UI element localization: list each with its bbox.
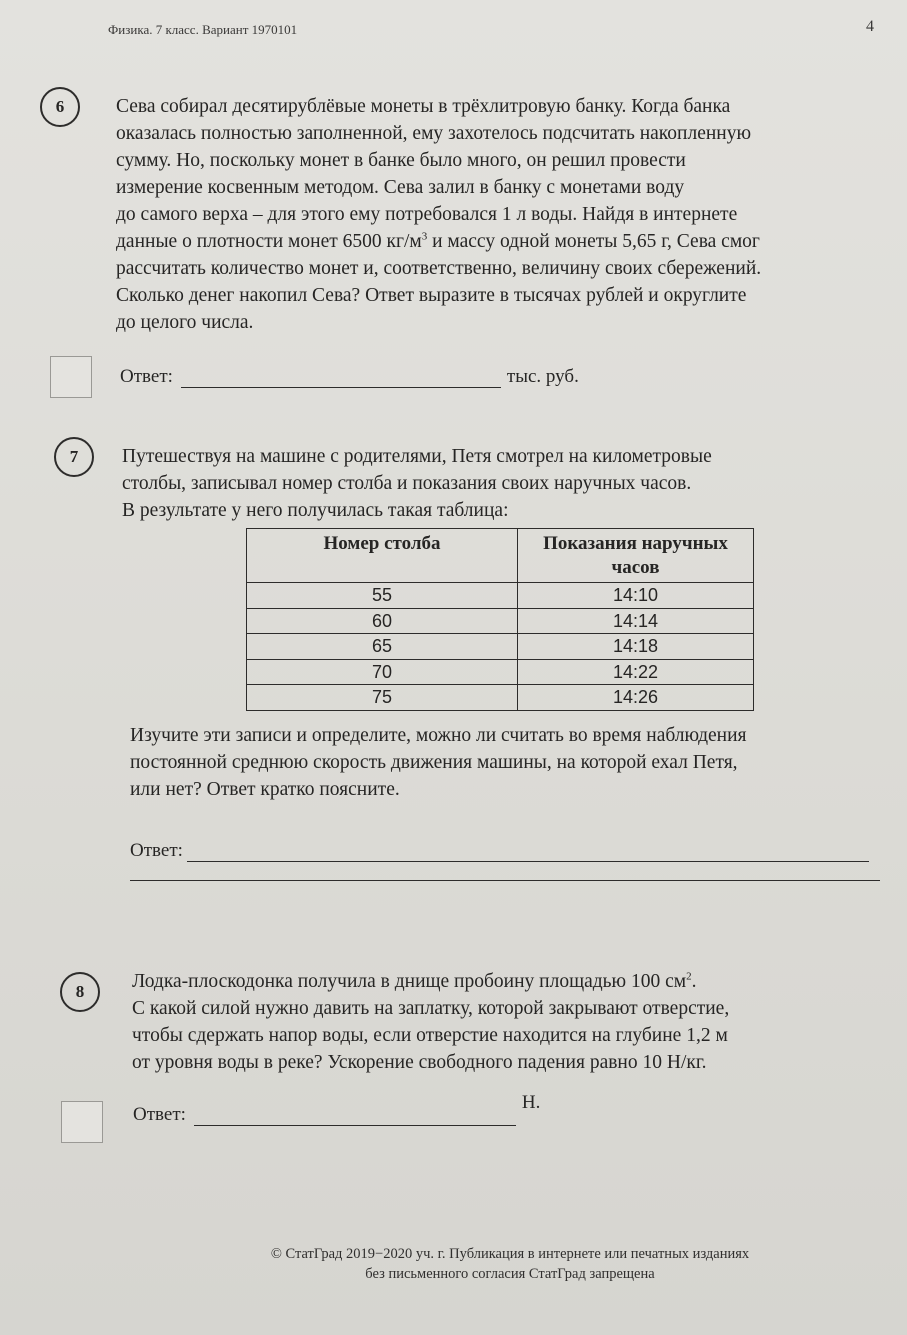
q6-sup: 3 xyxy=(421,230,428,243)
table-row xyxy=(247,608,754,634)
table-cell: 14:18 xyxy=(518,634,754,660)
table-row xyxy=(247,634,754,660)
question-8-number: 8 xyxy=(60,972,100,1012)
q6-line: Сева собирал десятирублёвые монеты в трёхлитровую банку. Когда банка xyxy=(116,96,731,117)
q7-line: столбы, записывал номер столба и показания своих наручных часов. xyxy=(122,473,692,494)
answer-unit: Н. xyxy=(521,1092,541,1113)
question-7-answer-line-2[interactable] xyxy=(130,880,880,881)
q7-line: Путешествуя на машине с родителями, Петя смотрел на километровые xyxy=(122,446,712,467)
table-cell: 60 xyxy=(247,608,518,634)
table-cell: 14:14 xyxy=(518,608,754,634)
footer-line-1: © СтатГрад 2019−2020 уч. г. Публикация в интернете или печатных изданиях xyxy=(270,1246,750,1262)
q8-area-text: Лодка-плоскодонка получила в днище пробоину площадью 100 см xyxy=(132,971,687,992)
page-number: 4 xyxy=(866,18,874,35)
q6-line: до целого числа. xyxy=(116,312,254,333)
q6-line: до самого верха – для этого ему потребовался 1 л воды. Найдя в интернете xyxy=(116,204,738,225)
question-6-number: 6 xyxy=(40,87,80,127)
q6-line: оказалась полностью заполненной, ему захотелось подсчитать накопленную xyxy=(116,123,752,144)
answer-label: Ответ: xyxy=(120,366,173,387)
q7-after-line: постоянной среднюю скорость движения машины, на которой ехал Петя, xyxy=(130,752,738,773)
q6-line-density xyxy=(116,228,872,255)
question-6-text xyxy=(116,93,872,336)
q8-line: чтобы сдержать напор воды, если отверстие находится на глубине 1,2 м xyxy=(132,1025,728,1046)
copyright-footer xyxy=(0,1244,907,1284)
page-header: Физика. 7 класс. Вариант 1970101 xyxy=(108,22,298,37)
q6-line: рассчитать количество монет и, соответственно, величину своих сбережений. xyxy=(116,258,762,279)
observation-table xyxy=(246,528,754,711)
question-8-answer-line[interactable] xyxy=(194,1107,516,1126)
table-cell: 14:10 xyxy=(518,583,754,609)
question-7-text xyxy=(122,443,870,524)
q8-line-area xyxy=(132,968,884,995)
q8-line: С какой силой нужно давить на заплатку, которой закрывают отверстие, xyxy=(132,998,730,1019)
q8-line: от уровня воды в реке? Ускорение свободного падения равно 10 Н/кг. xyxy=(132,1052,707,1073)
q6-line: сумму. Но, поскольку монет в банке было много, он решил провести xyxy=(116,150,686,171)
table-row xyxy=(247,659,754,685)
table-header: Номер столба xyxy=(247,529,518,583)
q7-line: В результате у него получилась такая таблица: xyxy=(122,500,509,521)
table-cell: 65 xyxy=(247,634,518,660)
footer-line-2: без письменного согласия СтатГрад запрещена xyxy=(365,1266,655,1282)
q6-mass-text: и массу одной монеты 5,65 г, Сева смог xyxy=(432,231,760,252)
table-cell: 14:22 xyxy=(518,659,754,685)
q7-after-line: Изучите эти записи и определите, можно ли считать во время наблюдения xyxy=(130,725,747,746)
question-8-answer-box[interactable] xyxy=(61,1101,103,1143)
q8-sup-tail: . xyxy=(691,971,697,992)
table-header-row xyxy=(247,529,754,583)
table-cell: 14:26 xyxy=(518,685,754,711)
question-8-answer-row xyxy=(133,1092,541,1126)
table-row xyxy=(247,583,754,609)
question-6-answer-line[interactable] xyxy=(181,369,501,388)
question-8-text xyxy=(132,968,884,1076)
question-7-followup xyxy=(130,722,874,803)
answer-label: Ответ: xyxy=(133,1104,186,1125)
table-cell: 55 xyxy=(247,583,518,609)
q6-density-text: данные о плотности монет 6500 кг/м xyxy=(116,231,422,252)
question-7-answer-line-1[interactable] xyxy=(187,843,869,862)
answer-unit: тыс. руб. xyxy=(506,366,579,387)
question-7-answer-row xyxy=(130,840,869,862)
question-7-number: 7 xyxy=(54,437,94,477)
answer-label: Ответ: xyxy=(130,840,183,861)
table-header: Показания наручных часов xyxy=(518,529,754,583)
q6-line: измерение косвенным методом. Сева залил в банку с монетами воду xyxy=(116,177,685,198)
q8-sup: 2 xyxy=(686,970,692,983)
question-6-answer-box[interactable] xyxy=(50,356,92,398)
table-cell: 70 xyxy=(247,659,518,685)
table-cell: 75 xyxy=(247,685,518,711)
question-6-answer-row xyxy=(120,366,579,388)
table-row xyxy=(247,685,754,711)
q7-after-line: или нет? Ответ кратко поясните. xyxy=(130,779,400,800)
q6-line: Сколько денег накопил Сева? Ответ выразите в тысячах рублей и округлите xyxy=(116,285,747,306)
